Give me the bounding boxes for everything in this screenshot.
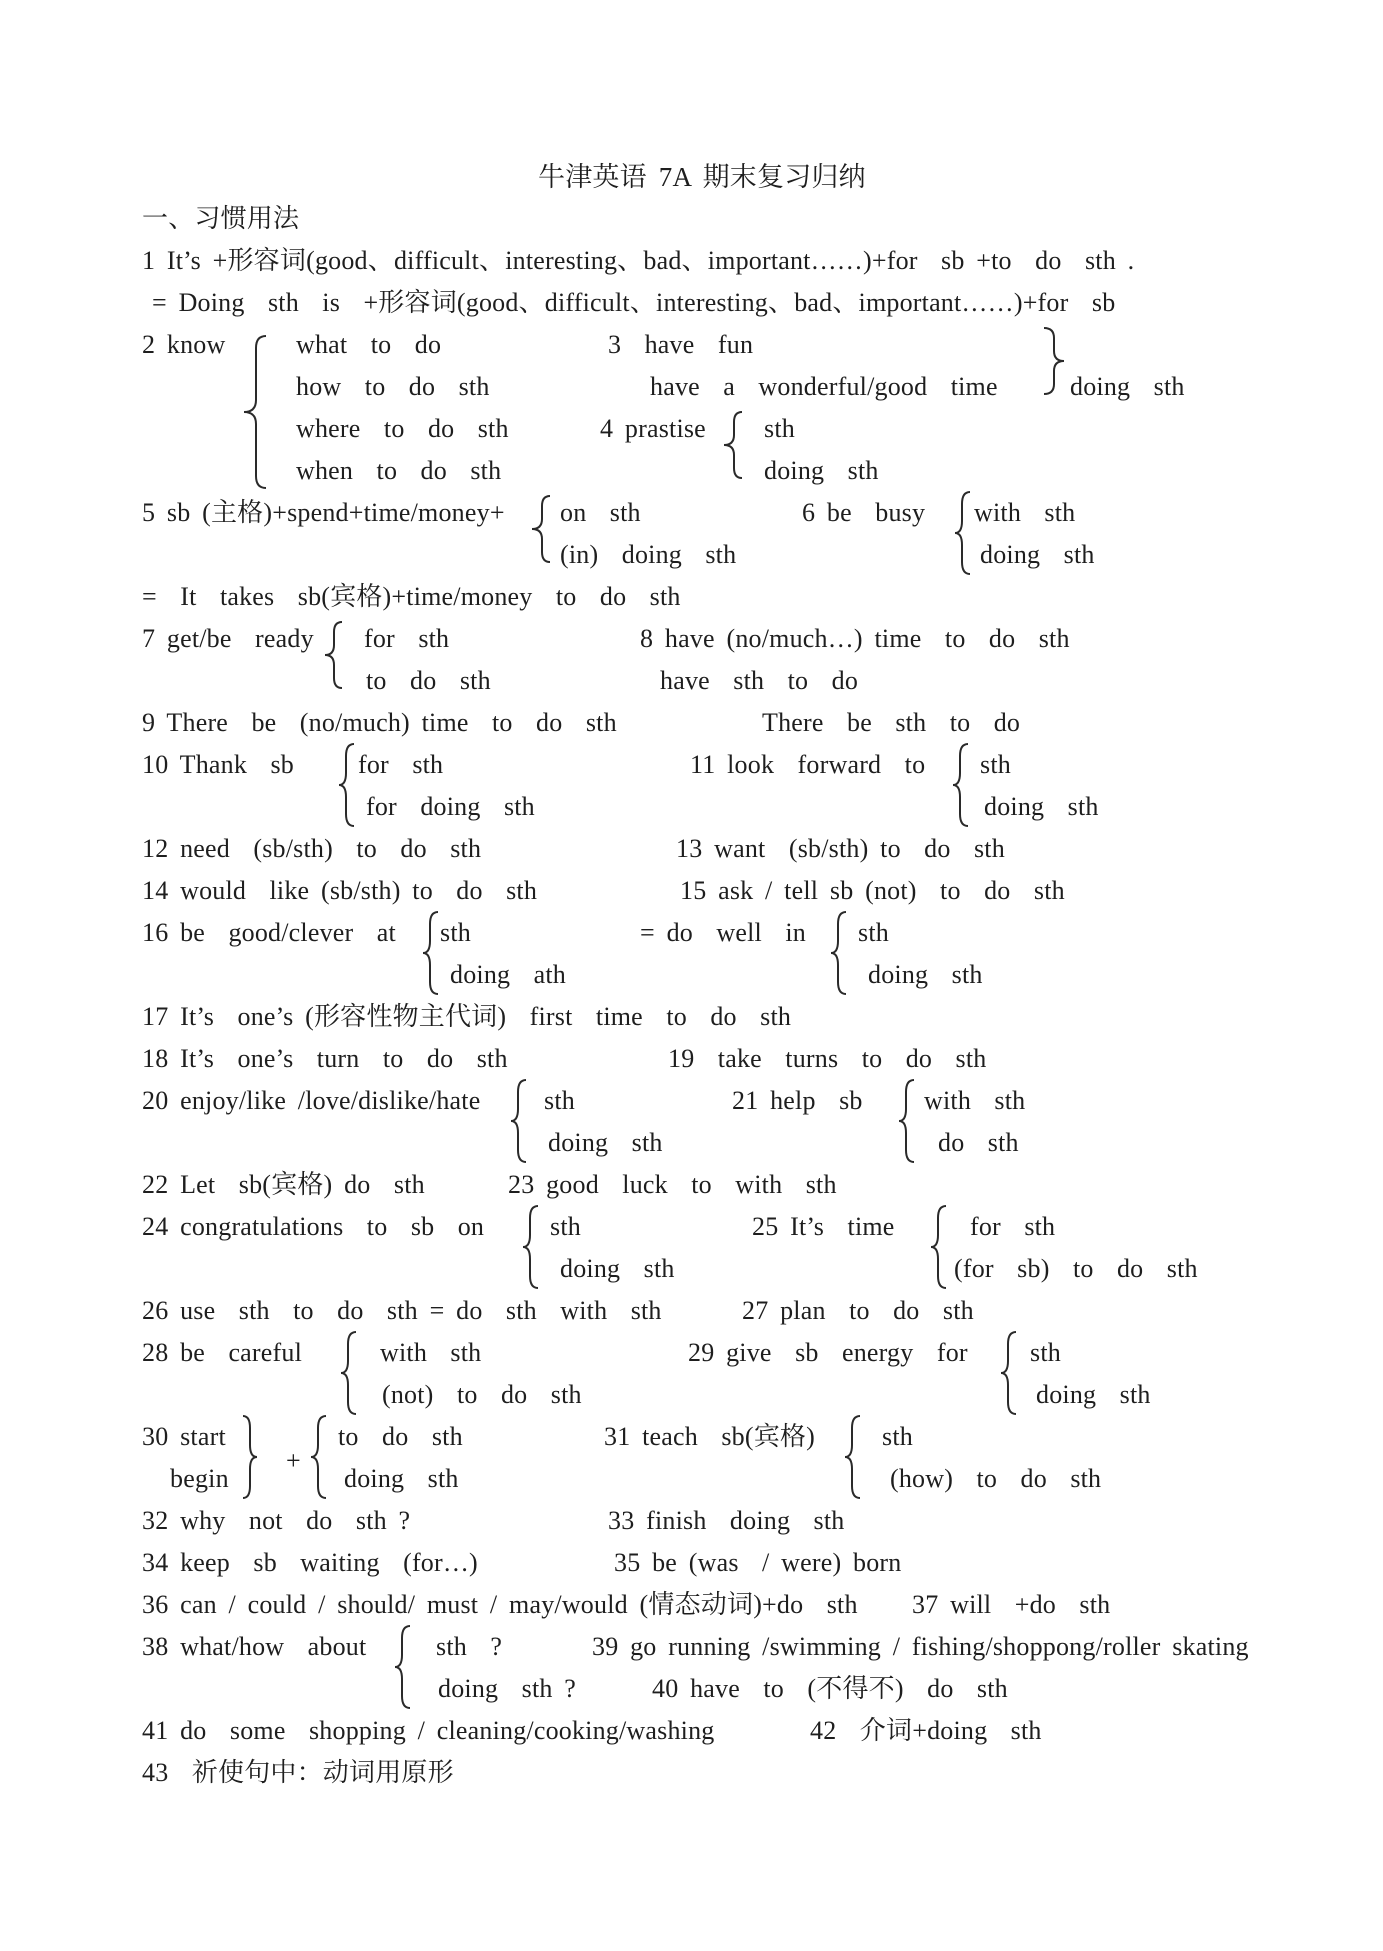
item-16-option: sth [440,918,471,947]
item-27: 27 plan to do sth [742,1296,974,1325]
brace-icon [950,742,972,828]
item-16-option: doing sth [868,960,983,989]
item-10-option: for sth [358,750,444,779]
item-31-option: (how) to do sth [890,1464,1102,1493]
brace-icon [336,742,358,828]
item-17: 17 It’s one’s (形容性物主代词) first time to do sth [142,1002,792,1031]
item-24: 24 congratulations to sb on [142,1212,485,1241]
item-2-option: what to do [296,330,442,359]
item-19: 19 take turns to do sth [668,1044,987,1073]
item-25: 25 It’s time [752,1212,895,1241]
item-30-option: begin [170,1464,229,1493]
item-37: 37 will +do sth [912,1590,1111,1619]
item-21: 21 help sb [732,1086,863,1115]
item-2-option: how to do sth [296,372,490,401]
brace-icon [952,490,974,576]
item-26: 26 use sth to do sth = do sth with sth [142,1296,662,1325]
item-5-option: (in) doing sth [560,540,737,569]
item-38-option: doing sth ? [438,1674,577,1703]
brace-icon [842,1414,864,1500]
item-13: 13 want (sb/sth) to do sth [676,834,1005,863]
item-20-option: doing sth [548,1128,663,1157]
item-11-option: sth [980,750,1011,779]
item-30-plus: + [286,1446,301,1475]
brace-icon [508,1078,530,1164]
item-2-option: when to do sth [296,456,502,485]
section-heading: 一、习惯用法 [142,204,300,233]
item-38: 38 what/how about [142,1632,367,1661]
item-39: 39 go running /swimming / fishing/shoppong/roller skating [592,1632,1249,1661]
item-30: 30 start [142,1422,226,1451]
item-4: 4 prastise [600,414,706,443]
item-34: 34 keep sb waiting (for…) [142,1548,478,1577]
item-12: 12 need (sb/sth) to do sth [142,834,482,863]
brace-icon [338,1330,360,1416]
item-21-option: do sth [938,1128,1019,1157]
item-14: 14 would like (sb/sth) to do sth [142,876,538,905]
item-31-option: sth [882,1422,913,1451]
brace-icon [240,334,270,490]
item-29-option: sth [1030,1338,1061,1367]
item-43: 43 祈使句中：动词用原形 [142,1758,454,1787]
brace-icon [520,1204,542,1290]
item-10-option: for doing sth [366,792,535,821]
item-22: 22 Let sb(宾格) do sth [142,1170,425,1199]
item-42: 42 介词+doing sth [810,1716,1042,1745]
item-6-option: doing sth [980,540,1095,569]
item-41: 41 do some shopping / cleaning/cooking/washing [142,1716,715,1745]
item-38-option: sth ? [436,1632,503,1661]
brace-icon [420,910,442,996]
item-25-option: for sth [970,1212,1056,1241]
item-18: 18 It’s one’s turn to do sth [142,1044,508,1073]
item-30-option: to do sth [338,1422,463,1451]
brace-icon [392,1624,414,1710]
item-7-option: for sth [364,624,450,653]
item-8: 8 have (no/much…) time to do sth [640,624,1070,653]
item-6-option: with sth [974,498,1076,527]
item-5-option: on sth [560,498,641,527]
brace-icon [308,1414,330,1500]
item-7: 7 get/be ready [142,624,314,653]
brace-icon [528,494,554,564]
item-25-option: (for sb) to do sth [954,1254,1198,1283]
item-6: 6 be busy [802,498,926,527]
item-28-option: (not) to do sth [382,1380,582,1409]
item-40: 40 have to (不得不) do sth [652,1674,1008,1703]
item-35: 35 be (was / were) born [614,1548,902,1577]
item-15: 15 ask / tell sb (not) to do sth [680,876,1065,905]
item-36: 36 can / could / should/ must / may/would (情态动词)+do sth [142,1590,858,1619]
brace-icon [896,1078,918,1164]
item-28-option: with sth [380,1338,482,1367]
item-3: 3 have fun [608,330,754,359]
brace-icon [928,1204,950,1290]
item-7-option: to do sth [366,666,491,695]
item-3-option: have a wonderful/good time [650,372,998,401]
item-24-option: doing sth [560,1254,675,1283]
item-2-option: where to do sth [296,414,509,443]
item-4-option: doing sth [764,456,879,485]
item-31: 31 teach sb(宾格) [604,1422,815,1451]
item-4-option: sth [764,414,795,443]
brace-icon [828,910,850,996]
item-20-option: sth [544,1086,575,1115]
item-1-equivalent: = Doing sth is +形容词(good、difficult、interesting、bad、important……)+for sb [152,288,1116,317]
item-33: 33 finish doing sth [608,1506,845,1535]
item-16-option: doing ath [450,960,566,989]
item-2: 2 know [142,330,226,359]
item-23: 23 good luck to with sth [508,1170,837,1199]
item-28: 28 be careful [142,1338,303,1367]
item-16-equivalent: = do well in [640,918,806,947]
item-29-option: doing sth [1036,1380,1151,1409]
brace-icon [720,410,746,480]
item-10: 10 Thank sb [142,750,294,779]
item-11: 11 look forward to [690,750,926,779]
item-3-option: doing sth [1070,372,1185,401]
item-9-option: There be sth to do [762,708,1021,737]
item-24-option: sth [550,1212,581,1241]
item-11-option: doing sth [984,792,1099,821]
item-9: 9 There be (no/much) time to do sth [142,708,617,737]
brace-icon [322,620,346,690]
brace-icon [998,1330,1020,1416]
item-1: 1 It’s +形容词(good、difficult、interesting、bad、important……)+for sb +to do sth . [142,246,1135,275]
page-title: 牛津英语 7A 期末复习归纳 [538,162,866,192]
item-32: 32 why not do sth ? [142,1506,411,1535]
item-5: 5 sb (主格)+spend+time/money+ [142,498,505,527]
brace-icon [240,1414,260,1500]
item-16-option: sth [858,918,889,947]
brace-icon [1040,326,1070,396]
item-30-option: doing sth [344,1464,459,1493]
item-29: 29 give sb energy for [688,1338,968,1367]
item-5-equivalent: = It takes sb(宾格)+time/money to do sth [142,582,681,611]
item-20: 20 enjoy/like /love/dislike/hate [142,1086,481,1115]
item-21-option: with sth [924,1086,1026,1115]
item-16: 16 be good/clever at [142,918,396,947]
item-8-option: have sth to do [660,666,859,695]
